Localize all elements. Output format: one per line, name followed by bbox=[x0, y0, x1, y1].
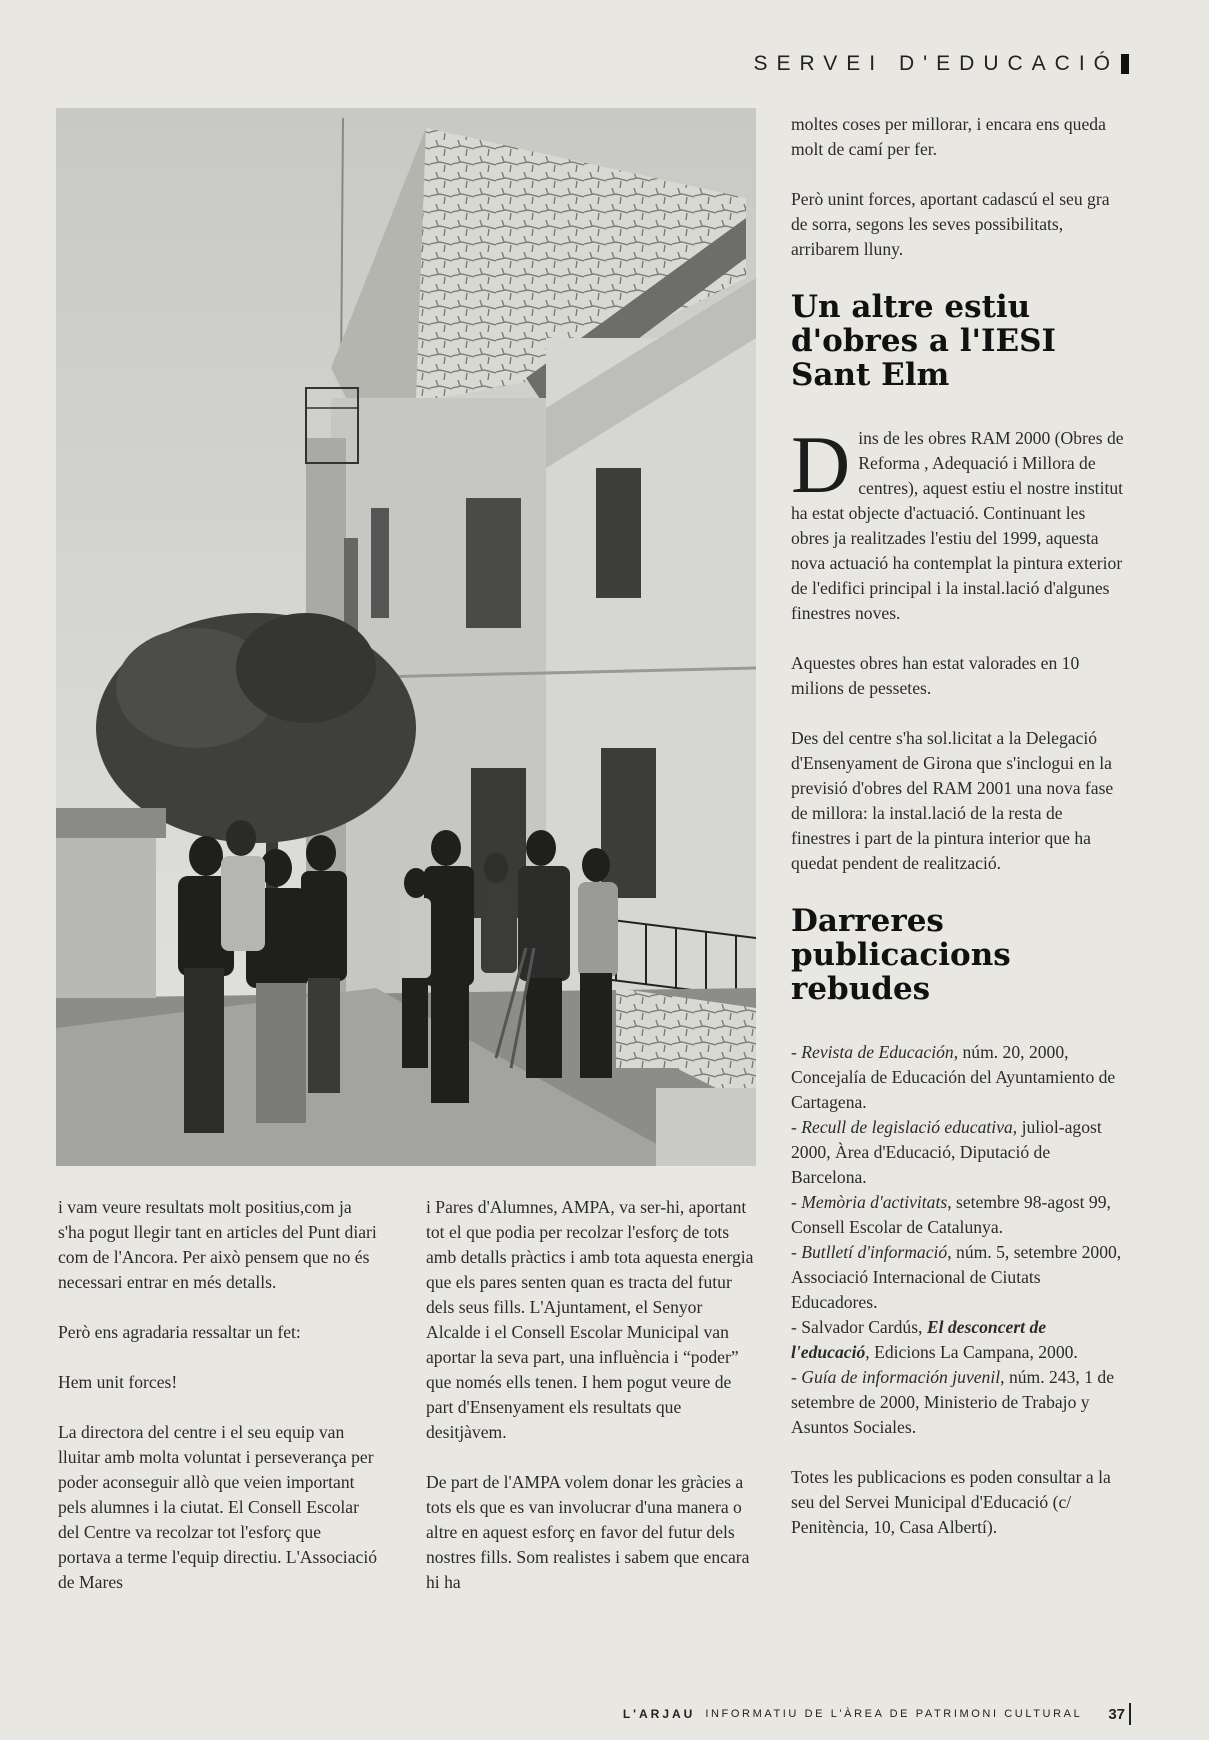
paragraph: Hem unit forces! bbox=[58, 1372, 178, 1392]
section-header bbox=[753, 52, 1129, 76]
publication-title: - Guía de información juvenil bbox=[791, 1367, 1001, 1387]
paragraph: Des del centre s'ha sol.licitat a la Delegació d'Ensenyament de Girona que s'inclogui en la previsió d'obres del RAM 2001 una nova fase de millora: la instal.lació de la resta de finestres i part de la pintura interior que ha quedat pendent de realització. bbox=[791, 728, 1114, 873]
publication-title: - Recull de legislació educativa bbox=[791, 1117, 1013, 1137]
column-3 bbox=[791, 112, 1126, 1540]
magazine-name: L'ARJAU bbox=[622, 1707, 696, 1721]
publication-title: - Memòria d'activitats bbox=[791, 1192, 948, 1212]
list-item bbox=[791, 1365, 1126, 1440]
paragraph: Però unint forces, aportant cadascú el seu gra de sorra, segons les seves possibilitats, arribarem lluny. bbox=[791, 189, 1110, 259]
closing-paragraph: Totes les publicacions es poden consultar a la seu del Servei Municipal d'Educació (c/ Penitència, 10, Casa Albertí). bbox=[791, 1467, 1111, 1537]
paragraph: De part de l'AMPA volem donar les gràcies a tots els que es van involucrar d'una manera o altre en aquest esforç en favor del futur dels nostres fills. Som realistes i sabem que encara hi ha bbox=[426, 1472, 750, 1592]
page-number: 37 bbox=[1108, 1705, 1125, 1723]
list-item bbox=[791, 1315, 1126, 1365]
publication-details: , Edicions La Campana, 2000. bbox=[865, 1342, 1078, 1362]
paragraph: La directora del centre i el seu equip van lluitar amb molta voluntat i perseverança per poder aconseguir allò que veien important pels alumnes i la ciutat. El Consell Escolar del Centre va recolzar tot l'esforç que portava a terme l'equip directiu. L'Associació de Mares bbox=[58, 1422, 377, 1592]
school-building-photo bbox=[56, 108, 756, 1166]
paragraph: Aquestes obres han estat valorades en 10 milions de pessetes. bbox=[791, 653, 1080, 698]
publication-details: , juliol-agost 2000, Àrea d'Educació, Diputació de Barcelona. bbox=[791, 1117, 1102, 1187]
article-heading-publications: Darreres publicacions rebudes bbox=[791, 903, 1011, 1007]
paragraph: Però ens agradaria ressaltar un fet: bbox=[58, 1322, 301, 1342]
drop-cap: D bbox=[791, 419, 851, 510]
lead-text: ins de les obres RAM 2000 (Obres de Reforma , Adequació i Millora de centres), aquest estiu el nostre institut ha estat objecte d'actuació. Continuant les obres ja realitzades l'estiu del 1999, aquesta nova actuació ha contemplat la pintura exterior de l'edifici principal i la instal.lació d'algunes finestres noves. bbox=[791, 428, 1124, 623]
list-item bbox=[791, 1040, 1126, 1115]
publication-title: - Revista de Educación bbox=[791, 1042, 954, 1062]
publication-details: , núm. 243, 1 de setembre de 2000, Ministerio de Trabajo y Asuntos Sociales. bbox=[791, 1367, 1115, 1437]
magazine-subtitle: INFORMATIU DE L'ÀREA DE PATRIMONI CULTURAL bbox=[705, 1708, 1083, 1720]
paragraph: i Pares d'Alumnes, AMPA, va ser-hi, aportant tot el que podia per recolzar l'esforç de tots amb detalls pràctics i amb tota aquesta energia que els pares senten quan es tracta del futur dels seus fills. L'Ajuntament, el Senyor Alcalde i el Consell Escolar Municipal van aportar la seva part, una influència i “poder” que només ells tenen. I hem pogut veure de part d'Ensenyament els resultats que desitjàvem. bbox=[426, 1197, 754, 1442]
publication-title: El desconcert de l'educació bbox=[791, 1317, 1047, 1362]
publication-author: - Salvador Cardús, bbox=[791, 1317, 927, 1337]
publication-details: , núm. 5, setembre 2000, Associació Internacional de Ciutats Educadores. bbox=[791, 1242, 1122, 1312]
paragraph: moltes coses per millorar, i encara ens queda molt de camí per fer. bbox=[791, 114, 1106, 159]
list-item bbox=[791, 1115, 1126, 1190]
list-item bbox=[791, 1240, 1126, 1315]
publication-details: , setembre 98-agost 99, Consell Escolar de Catalunya. bbox=[791, 1192, 1111, 1237]
section-title: SERVEI D'EDUCACIÓ bbox=[753, 52, 1119, 75]
publication-title: - Butlletí d'informació bbox=[791, 1242, 948, 1262]
lead-paragraph bbox=[791, 419, 1126, 626]
article-heading-works: Un altre estiu d'obres a l'IESI Sant Elm bbox=[791, 289, 1056, 393]
page-footer bbox=[623, 1703, 1131, 1725]
publication-details: , núm. 20, 2000, Concejalía de Educación del Ayuntamiento de Cartagena. bbox=[791, 1042, 1116, 1112]
list-item bbox=[791, 1190, 1126, 1240]
paragraph: i vam veure resultats molt positius,com ja s'ha pogut llegir tant en articles del Punt diari com de l'Ancora. Per això pensem que no és necessari entrar en més detalls. bbox=[58, 1197, 377, 1292]
column-1 bbox=[58, 1195, 378, 1620]
publications-list bbox=[791, 1040, 1126, 1540]
column-2 bbox=[426, 1195, 756, 1620]
header-marker bbox=[1121, 54, 1129, 74]
footer-marker bbox=[1129, 1703, 1131, 1725]
